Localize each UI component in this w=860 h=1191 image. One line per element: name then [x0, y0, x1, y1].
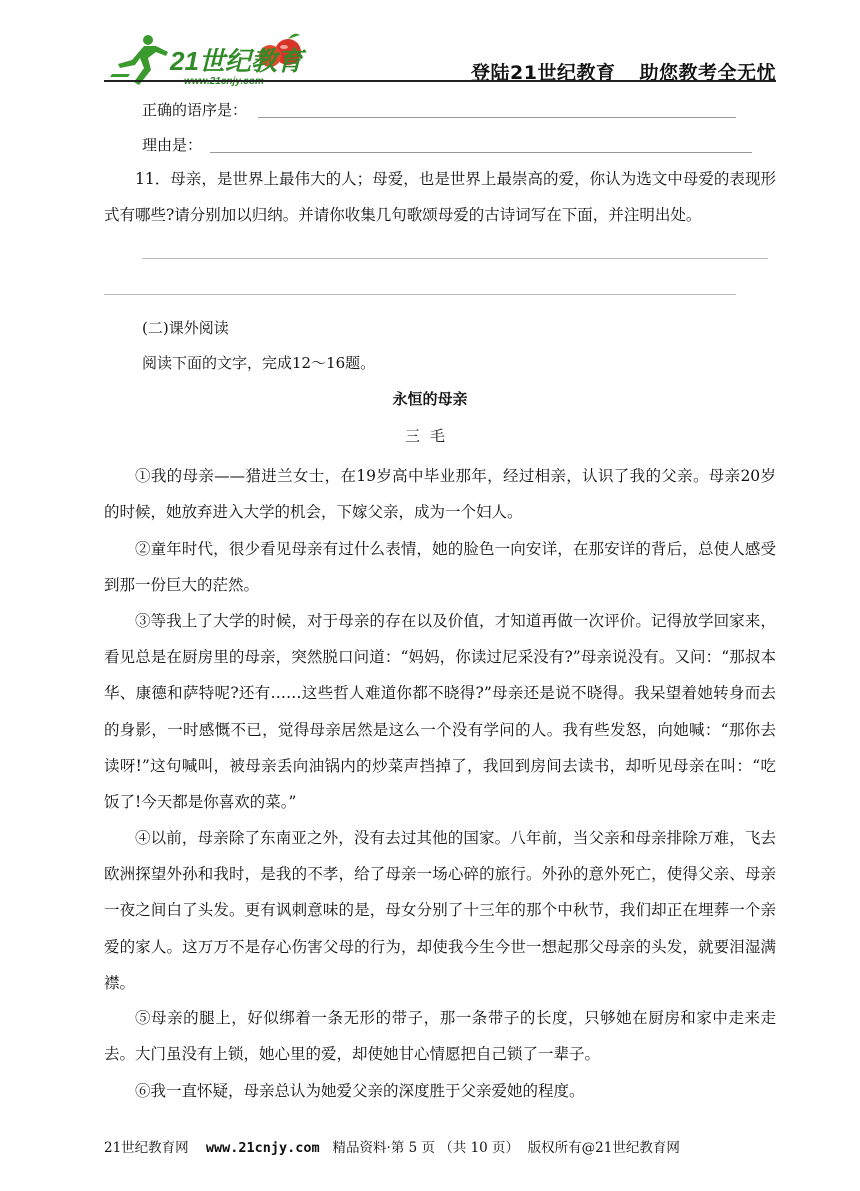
slogan-right: 助您教考全无忧	[639, 62, 776, 84]
slogan-left: 登陆21世纪教育	[471, 62, 616, 84]
page-footer	[104, 1136, 680, 1156]
paragraph-1: ①我的母亲——猎进兰女士，在19岁高中毕业那年，经过相亲，认识了我的父亲。母亲20岁的时候，她放弃进入大学的机会，下嫁父亲，成为一个妇人。	[104, 467, 776, 522]
question-11: 11．母亲，是世界上最伟大的人；母爱，也是世界上最崇高的爱，你认为选文中母爱的表现形式有哪些?请分别加以归纳。并请你收集几句歌颂母爱的古诗词写在下面，并注明出处。	[104, 170, 776, 224]
footer-page-info: 精品资料·第 5 页 （共 10 页）	[332, 1140, 520, 1156]
paragraph-6: ⑥我一直怀疑，母亲总认为她爱父亲的深度胜于父亲爱她的程度。	[135, 1082, 585, 1100]
footer-site-name: 21世纪教育网	[104, 1140, 189, 1156]
article-author: 三毛	[404, 427, 455, 445]
header-rule	[104, 80, 776, 82]
runner-icon	[110, 35, 168, 85]
section-heading: (二)课外阅读	[142, 319, 229, 337]
logo-text: 21世纪教育	[170, 46, 303, 76]
article-title: 永恒的母亲	[392, 390, 468, 408]
page-header	[104, 20, 776, 87]
reason-answer-line	[210, 152, 752, 153]
order-label: 正确的语序是：	[142, 101, 248, 119]
order-answer-line	[258, 117, 736, 118]
paragraph-3: ③等我上了大学的时候，对于母亲的存在以及价值，才知道再做一次评价。记得放学回家来，看见总是在厨房里的母亲，突然脱口问道：“妈妈，你读过尼采没有?”母亲说没有。又问：“那叔本华、康德和萨特呢?还有……这些哲人难道你都不晓得?”母亲还是说不晓得。我呆望着她转身而去的身影，一时感慨不已，觉得母亲居然是这么一个没有学问的人。我有些发怒，向她喊：“那你去读呀!”这句喊叫，被母亲丢向油锅内的炒菜声挡掉了，我回到房间去读书，却听见母亲在叫：“吃饭了!今天都是你喜欢的菜。”	[104, 612, 776, 812]
footer-site-url[interactable]: www.21cnjy.com	[205, 1140, 320, 1156]
logo-url: www.21cnjy.com	[184, 76, 264, 87]
footer-copyright: 版权所有@21世纪教育网	[527, 1140, 680, 1156]
paragraph-2: ②童年时代，很少看见母亲有过什么表情，她的脸色一向安详，在那安详的背后，总使人感受到那一份巨大的茫然。	[104, 540, 776, 595]
paragraph-5: ⑤母亲的腿上，好似绑着一条无形的带子，那一条带子的长度，只够她在厨房和家中走来走去。大门虽没有上锁，她心里的爱，却使她甘心情愿把自己锁了一辈子。	[104, 1009, 776, 1064]
q11-answer-line-2	[104, 294, 736, 295]
paragraph-4: ④以前，母亲除了东南亚之外，没有去过其他的国家。八年前，当父亲和母亲排除万难，飞去欧洲探望外孙和我时，是我的不孝，给了母亲一场心碎的旅行。外孙的意外死亡，使得父亲、母亲一夜之间白了头发。更有讽刺意味的是，母女分别了十三年的那个中秋节，我们却正在埋葬一个亲爱的家人。这万万不是存心伤害父母的行为，却使我今生今世一想起那父母亲的头发，就要泪湿满襟。	[104, 829, 776, 992]
reason-label: 理由是：	[142, 136, 203, 154]
reading-instruction: 阅读下面的文字，完成12～16题。	[142, 354, 376, 372]
q11-answer-line-1	[142, 258, 768, 259]
